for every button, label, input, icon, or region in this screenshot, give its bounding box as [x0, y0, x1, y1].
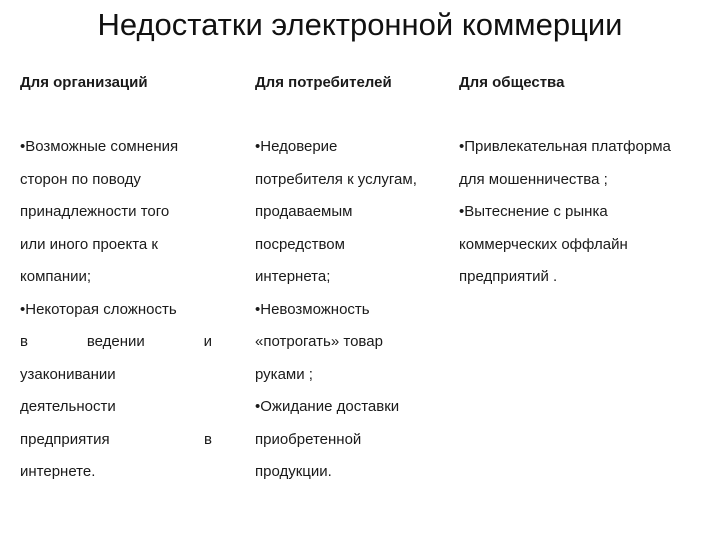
text-line [20, 326, 212, 359]
slide-title: Недостатки электронной коммерции [97, 7, 623, 42]
text-line: интернете. [20, 463, 96, 480]
text-line: приобретенной [255, 430, 362, 448]
text-line: или иного проекта к [20, 235, 158, 253]
text-line: •Вытеснение с рынка [459, 203, 608, 220]
text-word: ведении [86, 333, 145, 350]
text-line: компании; [20, 268, 92, 285]
text-word: предприятия [20, 430, 110, 448]
column-header-organizations: Для организаций [20, 74, 148, 91]
text-line: коммерческих оффлайн [459, 235, 628, 253]
text-line: •Ожидание доставки [255, 398, 400, 415]
text-line: потребителя к услугам, [255, 170, 417, 188]
column-society [459, 131, 671, 294]
text-line: посредством [255, 235, 345, 253]
text-line: интернета; [255, 268, 331, 285]
text-line: продаваемым [255, 203, 353, 220]
text-line: •Некоторая сложность [20, 300, 177, 318]
text-line: руками ; [255, 365, 313, 383]
text-line [20, 424, 212, 457]
text-line: •Возможные сомнения [20, 138, 179, 155]
text-line: узаконивании [20, 365, 116, 383]
text-line: для мошенничества ; [459, 170, 608, 188]
column-header-consumers: Для потребителей [255, 74, 392, 91]
text-line: •Привлекательная платформа [459, 138, 671, 155]
text-line: предприятий . [459, 268, 558, 285]
column-organizations [20, 131, 212, 489]
text-line: деятельности [20, 398, 116, 415]
text-line: •Недоверие [255, 138, 338, 155]
text-word: в [204, 430, 212, 448]
text-line: продукции. [255, 463, 332, 480]
text-line: принадлежности того [20, 203, 170, 220]
text-line: сторон по поводу [20, 170, 141, 188]
text-line: •Невозможность [255, 300, 370, 318]
column-consumers [255, 131, 417, 489]
text-word: в [20, 333, 28, 350]
text-line: «потрогать» товар [255, 333, 383, 350]
column-header-society: Для общества [459, 74, 565, 91]
text-word: и [203, 333, 212, 350]
